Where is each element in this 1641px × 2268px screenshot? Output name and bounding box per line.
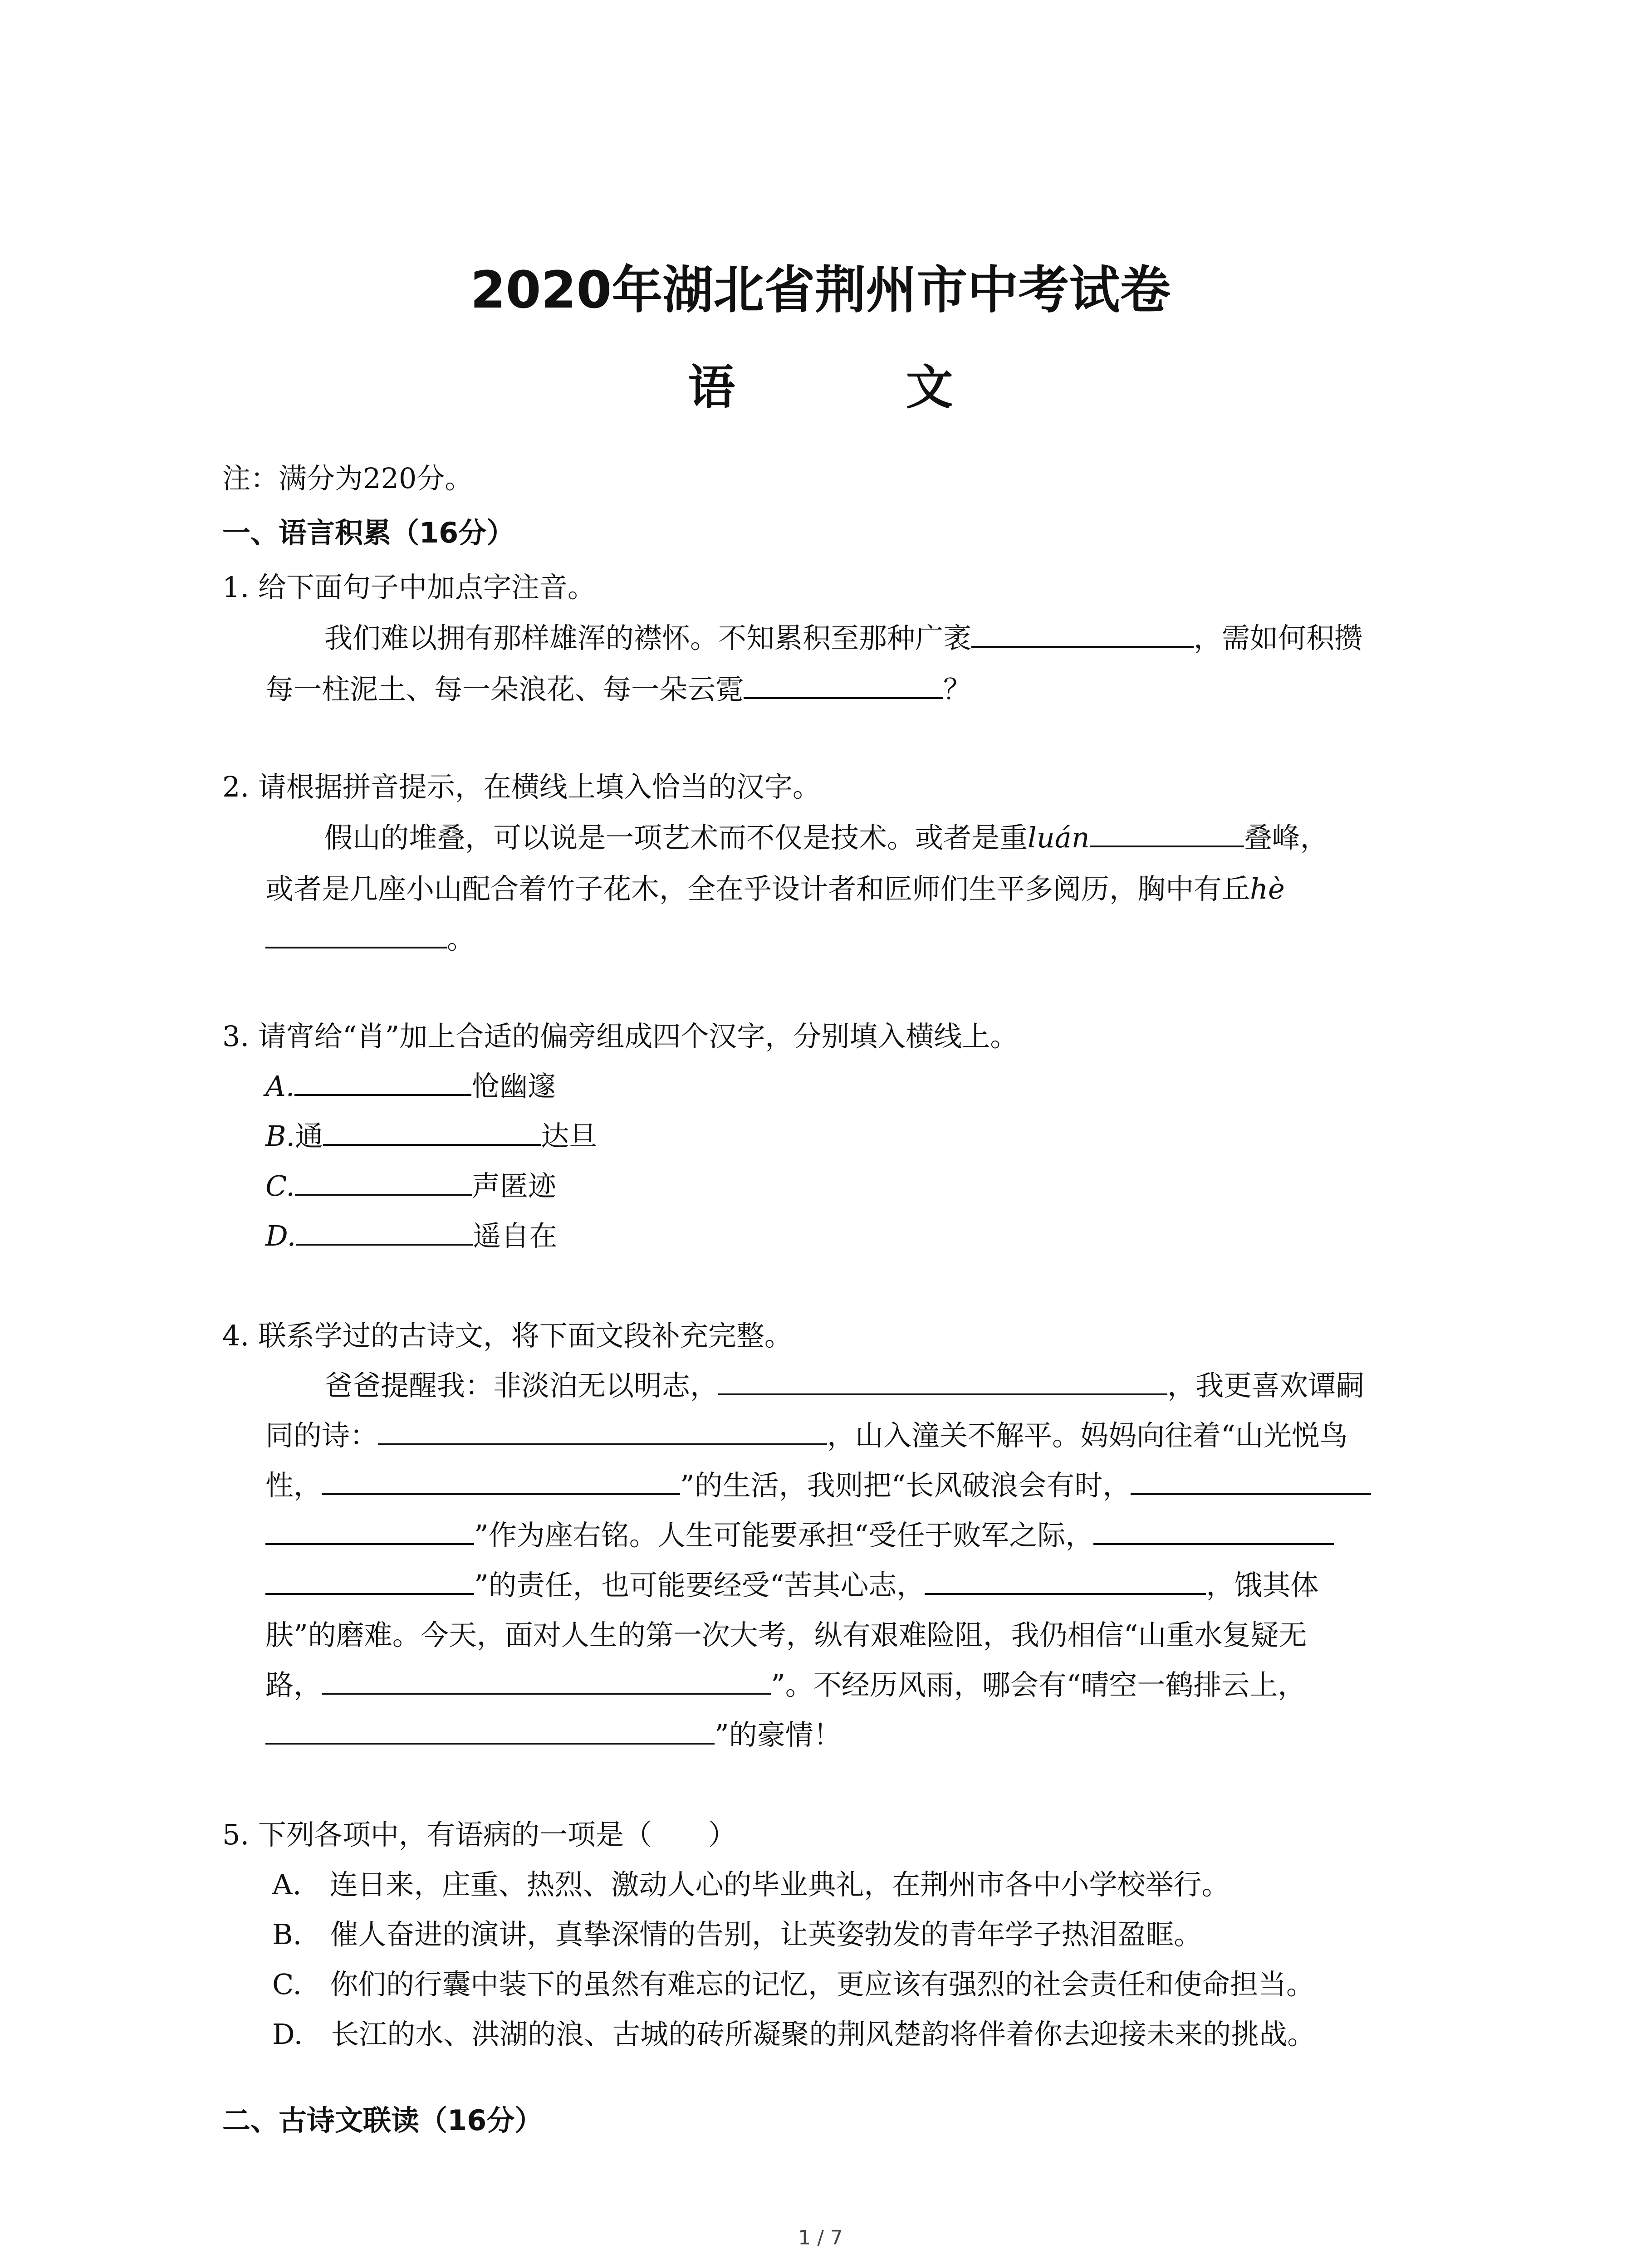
exam-title: 2020年湖北省荆州市中考试卷 [470,261,1171,320]
answer-blank[interactable] [322,1667,771,1695]
answer-blank[interactable] [265,1517,474,1545]
answer-blank[interactable] [744,671,943,699]
answer-blank[interactable] [323,1118,541,1146]
subject-title: 语 文 [688,360,1030,415]
question-4-line-1: 爸爸提醒我：非淡泊无以明志， ，我更喜欢谭嗣 [324,1363,1364,1403]
question-2-stem: 2. 请根据拼音提示，在横线上填入恰当的汉字。 [222,770,821,803]
page-number: 1 / 7 [798,2226,843,2249]
question-2-line-1: 假山的堆叠，可以说是一项艺术而不仅是技术。或者是重luán 叠峰， [324,815,1328,855]
question-4-line-2: 同的诗： ，山入潼关不解平。妈妈向往着“山光悦鸟 [265,1413,1348,1453]
question-4-line-8: ”的豪情！ [265,1712,842,1753]
answer-blank[interactable] [718,1367,1167,1395]
answer-blank[interactable] [1093,1517,1334,1545]
answer-blank[interactable] [265,1567,474,1595]
question-3-option-b: B.通 达旦 [265,1114,597,1154]
question-3-option-c: C. 声匿迹 [265,1163,556,1204]
question-1-line-2: 每一柱泥土、每一朵浪花、每一朵云霓 ？ [265,667,971,707]
score-note: 注：满分为220分。 [222,462,473,495]
question-2-line-2: 或者是几座小山配合着竹子花木，全在乎设计者和匠师们生平多阅历，胸中有丘hè [265,872,1285,905]
question-5-option-c: C. 你们的行囊中装下的虽然有难忘的记忆，更应该有强烈的社会责任和使命担当。 [272,1968,1314,2001]
answer-blank[interactable] [295,1168,472,1196]
section-heading: 二、古诗文联读（16分） [222,2104,543,2137]
answer-blank[interactable] [265,1716,715,1745]
question-4-stem: 4. 联系学过的古诗文，将下面文段补充完整。 [222,1319,793,1352]
question-1-line-1: 我们难以拥有那样雄浑的襟怀。不知累积至那种广袤 ，需如何积攒 [324,616,1362,656]
answer-blank[interactable] [1131,1467,1371,1495]
answer-blank[interactable] [925,1567,1206,1595]
answer-blank[interactable] [265,920,447,948]
section-heading: 一、语言积累（16分） [222,516,515,549]
question-5-option-a: A. 连日来，庄重、热烈、激动人心的毕业典礼，在荆州市各中小学校举行。 [272,1868,1230,1901]
question-3-stem: 3. 请宵给“肖”加上合适的偏旁组成四个汉字，分别填入横线上。 [222,1020,1019,1053]
question-5-option-b: B. 催人奋进的演讲，真挚深情的告别，让英姿勃发的青年学子热泪盈眶。 [272,1918,1202,1951]
question-3-option-a: A. 怆幽邃 [265,1064,556,1104]
answer-blank[interactable] [294,1068,471,1096]
answer-blank[interactable] [296,1217,473,1246]
answer-blank[interactable] [322,1467,680,1495]
answer-blank[interactable] [378,1417,827,1445]
question-4-line-5: ”的责任，也可能要经受“苦其心志， ，饿其体 [265,1563,1318,1603]
question-5-option-d: D. 长江的水、洪湖的浪、古城的砖所凝聚的荆风楚韵将伴着你去迎接未来的挑战。 [272,2018,1316,2051]
answer-blank[interactable] [971,620,1194,648]
question-4-line-4: ”作为座右铭。人生可能要承担“受任于败军之际， [265,1513,1334,1553]
question-2-line-3: 。 [265,916,475,957]
question-3-option-d: D. 遥自在 [265,1213,557,1254]
question-4-line-6: 肤”的磨难。今天，面对人生的第一次大考，纵有艰难险阻，我仍相信“山重水复疑无 [265,1618,1307,1652]
question-4-line-3: 性， ”的生活，我则把“长风破浪会有时， [265,1463,1371,1503]
answer-blank[interactable] [1090,819,1244,847]
question-1-stem: 1. 给下面句子中加点字注音。 [222,571,596,604]
question-4-line-7: 路， ”。不经历风雨，哪会有“晴空一鹤排云上， [265,1662,1306,1703]
question-5-stem: 5. 下列各项中，有语病的一项是（ ） [222,1818,736,1851]
